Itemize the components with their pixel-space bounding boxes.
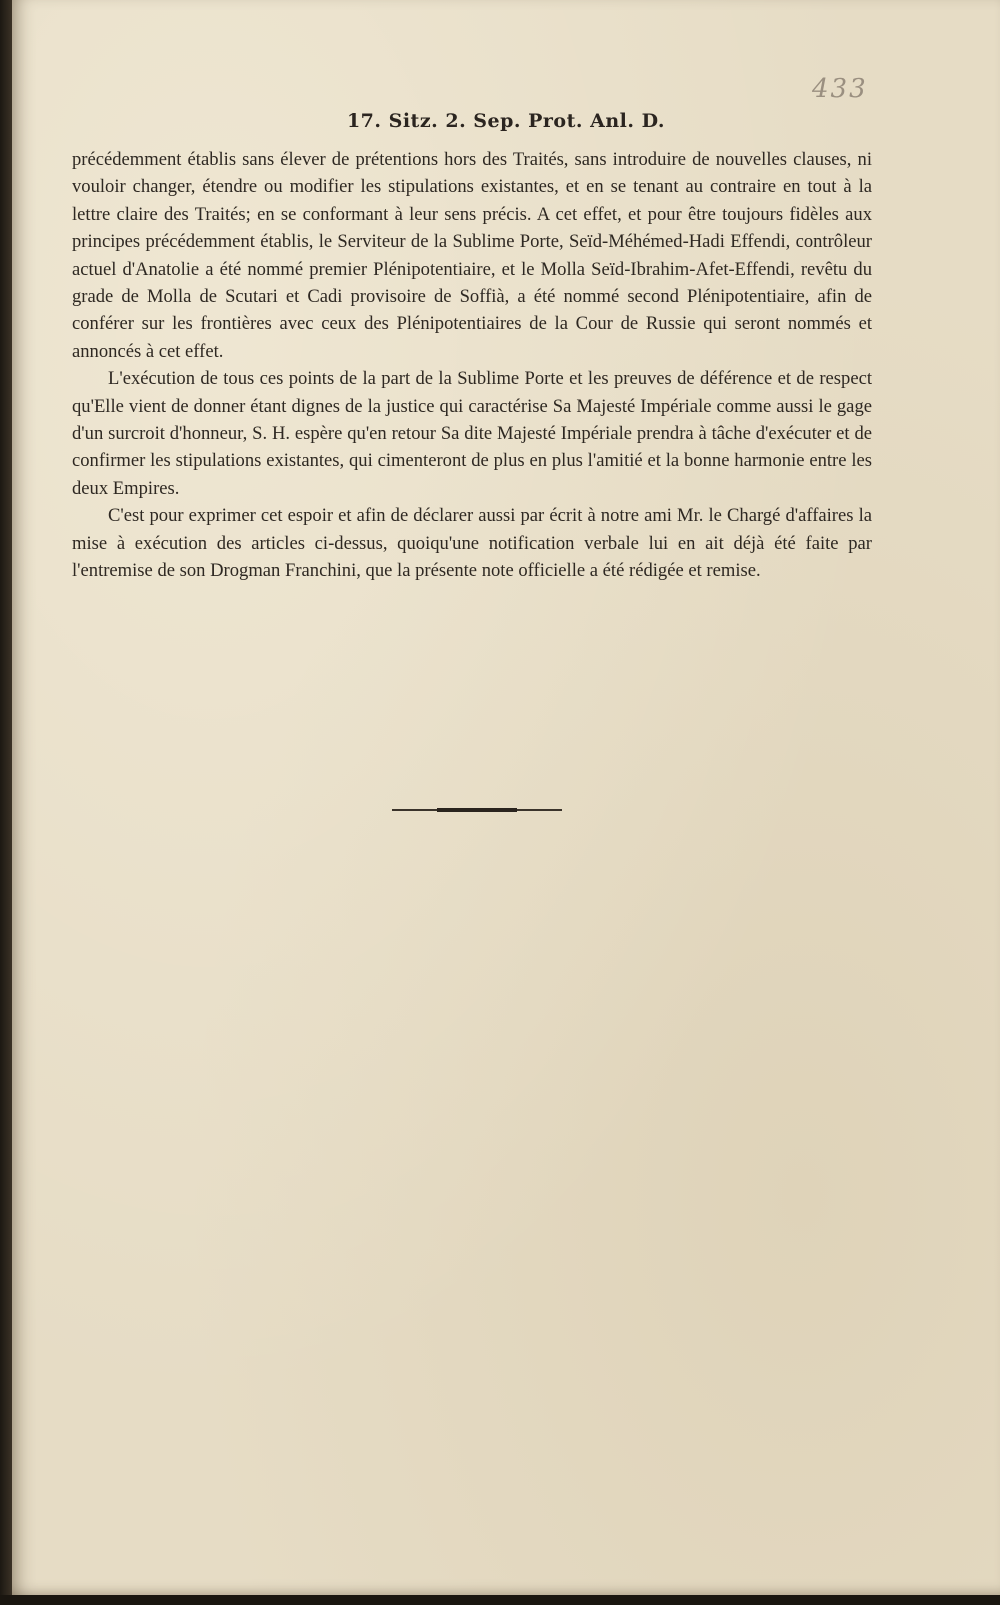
paragraph-3: C'est pour exprimer cet espoir et afin de déclarer aussi par écrit à notre ami Mr. le Chargé d'affaires la mise à exécution des articles ci-dessus, quoiqu'une notification verbale lui en ait déjà été faite par l'entremise de son Drogman Franchini, que la présente note officielle a été rédigée et remise. (72, 505, 872, 582)
closing-rule (392, 809, 562, 811)
paragraph-1: précédemment établis sans élever de prétentions hors des Traités, sans introduire de nouvelles clauses, ni vouloir changer, étendre ou modifier les stipulations existantes, et en se tenant au contraire en tout à la lettre claire des Traités; en se conformant à leur sens précis. A cet effet, et pour être toujours fidèles aux principes précédemment établis, le Serviteur de la Sublime Porte, Seïd-Méhémed-Hadi Effendi, contrôleur actuel d'Anatolie a été nommé premier Plénipotentiaire, et le Molla Seïd-Ibrahim-Afet-Effendi, revêtu du grade de Molla de Scutari et Cadi provisoire de Soffià, a été nommé second Plénipotentiaire, afin de conférer sur les frontières avec ceux des Plénipotentiaires de la Cour de Russie qui seront nommés et annoncés à cet effet. (72, 149, 872, 362)
page-bottom-edge (0, 1595, 1000, 1605)
body-text (72, 146, 872, 585)
document-page (12, 0, 1000, 1595)
book-spine (0, 0, 12, 1605)
folio-number: 433 (812, 74, 868, 104)
paragraph-2: L'exécution de tous ces points de la part de la Sublime Porte et les preuves de déférence et de respect qu'Elle vient de donner étant dignes de la justice qui caractérise Sa Majesté Impériale comme aussi le gage d'un surcroit d'honneur, S. H. espère qu'en retour Sa dite Majesté Impériale prendra à tâche d'exécuter et de confirmer les stipulations existantes, qui cimenteront de plus en plus l'amitié et la bonne harmonie entre les deux Empires. (72, 368, 872, 499)
running-head: 17. Sitz. 2. Sep. Prot. Anl. D. (346, 110, 666, 132)
